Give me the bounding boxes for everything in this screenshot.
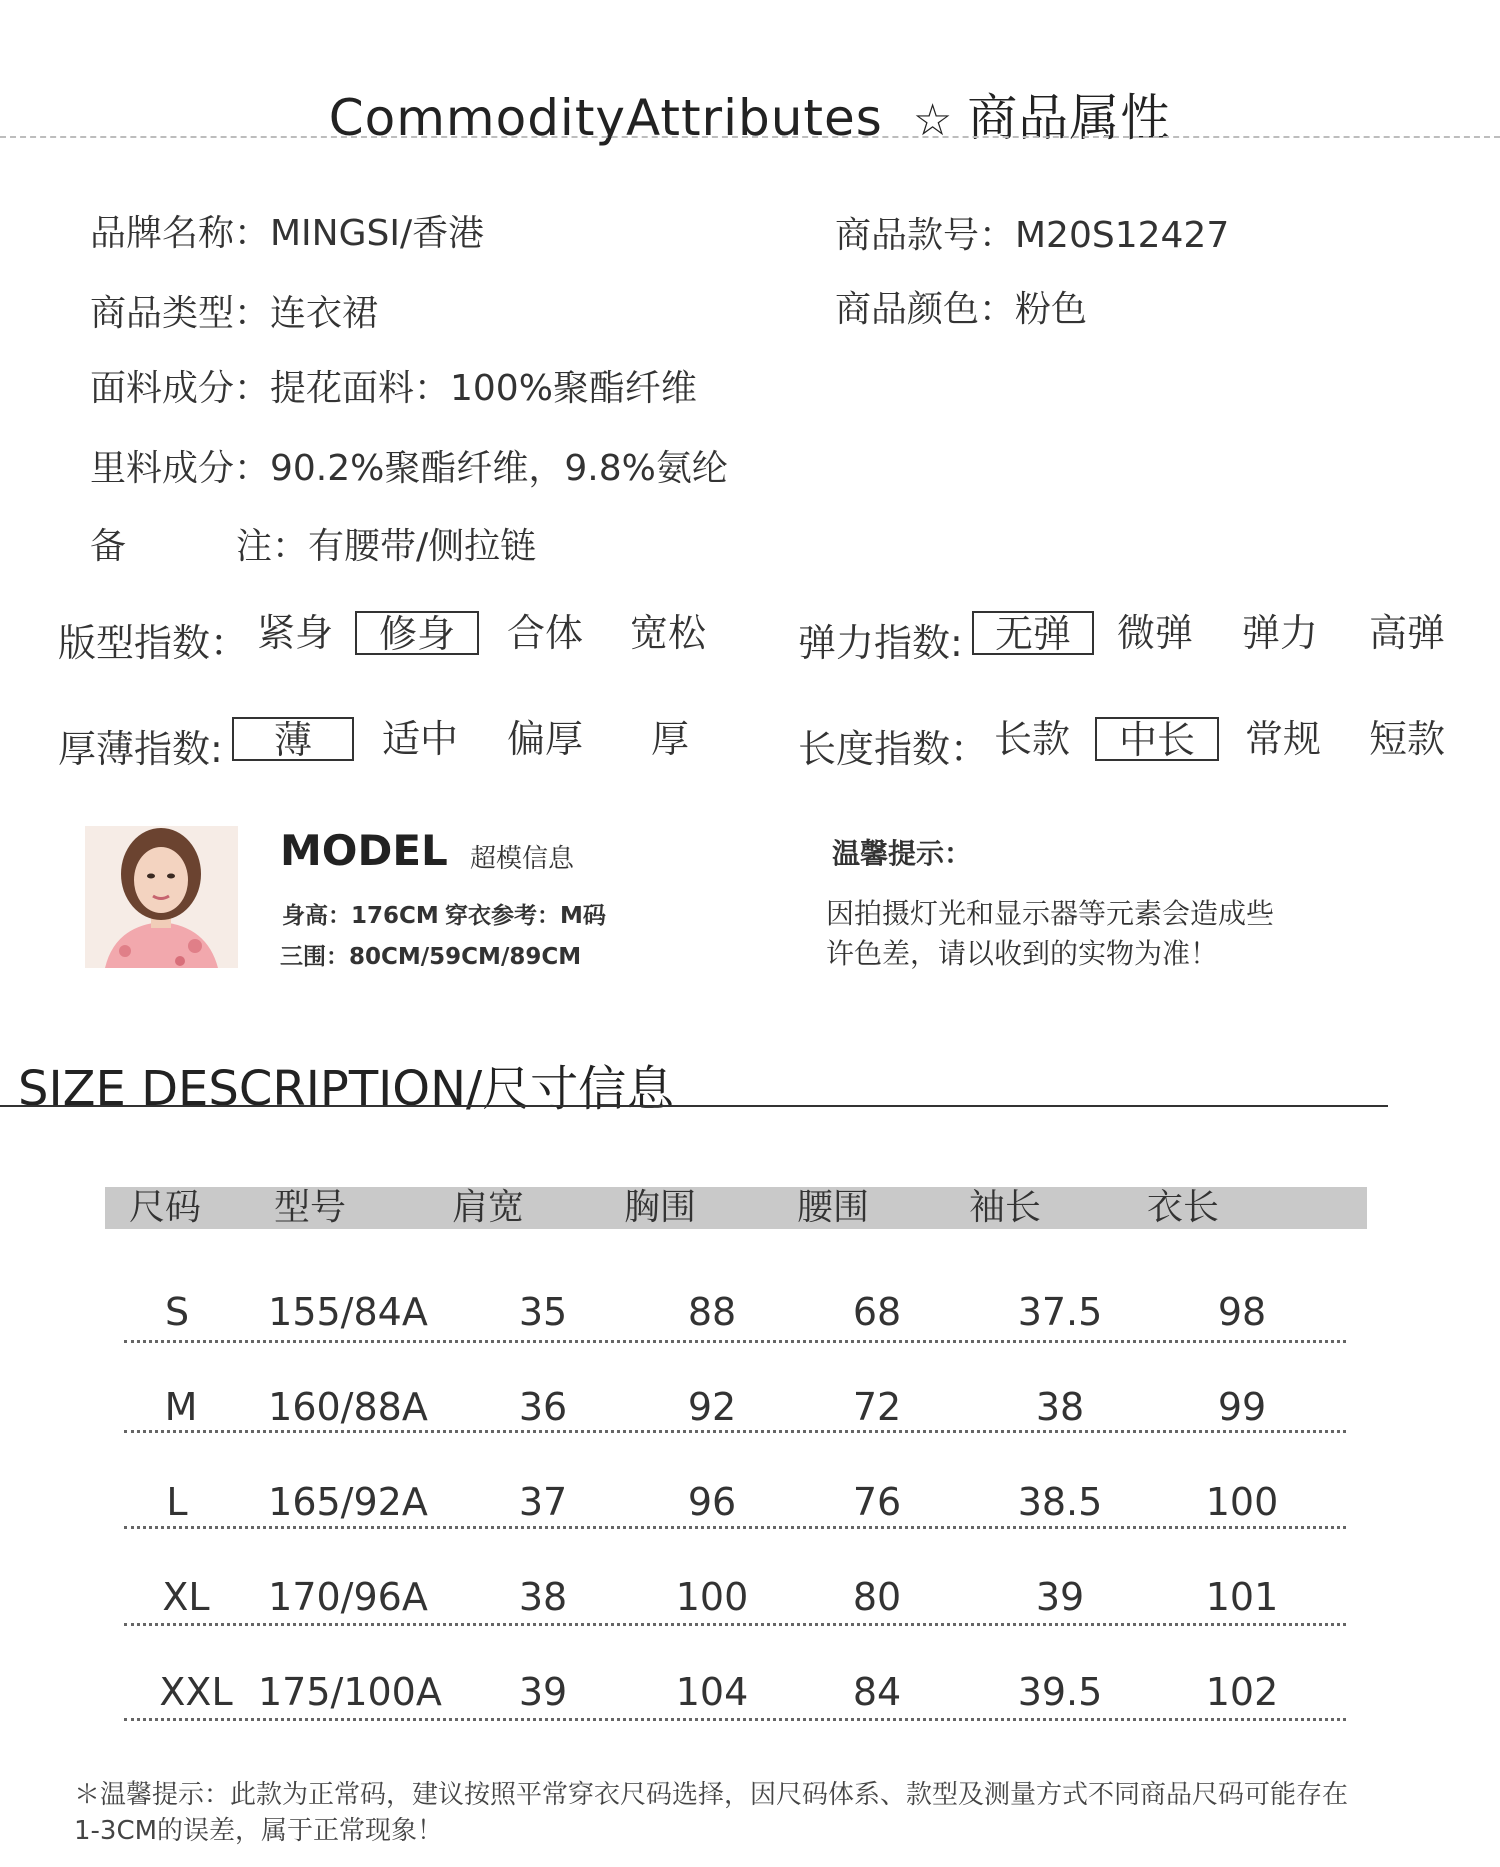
attr-style-no: 商品款号：M20S12427	[835, 215, 1230, 256]
star-icon: ☆	[912, 95, 954, 146]
attr-color: 商品颜色：粉色	[835, 289, 1088, 330]
table-cell: 35	[518, 1290, 568, 1334]
fit-option-4: 宽松	[629, 611, 706, 655]
elastic-option-1-selected: 无弹	[972, 611, 1094, 655]
table-cell: 96	[687, 1480, 737, 1524]
table-cell: 99	[1217, 1385, 1267, 1429]
table-cell: 80	[852, 1575, 902, 1619]
col-sleeve: 袖长	[968, 1187, 1041, 1228]
table-cell: 39.5	[1017, 1670, 1103, 1714]
model-size-ref: 穿衣参考：M码	[445, 903, 606, 929]
table-cell: 100	[1205, 1480, 1279, 1524]
title-divider	[0, 136, 1500, 138]
row-divider	[124, 1526, 1346, 1529]
col-model: 型号	[273, 1187, 346, 1228]
attr-note	[90, 518, 536, 569]
col-length: 衣长	[1146, 1187, 1219, 1228]
length-option-1: 长款	[993, 717, 1070, 761]
fit-option-2-selected: 修身	[355, 611, 479, 655]
elastic-option-2: 微弹	[1116, 611, 1193, 655]
elastic-option-3: 弹力	[1241, 611, 1318, 655]
table-cell: 155/84A	[268, 1290, 428, 1334]
length-option-2-selected: 中长	[1095, 717, 1219, 761]
col-shoulder: 肩宽	[451, 1187, 524, 1228]
attr-type: 商品类型：连衣裙	[90, 293, 379, 334]
size-table-header	[105, 1187, 1367, 1229]
tip-title: 温馨提示：	[832, 837, 973, 870]
table-cell: 38	[518, 1575, 568, 1619]
model-measurements: 三围：80CM/59CM/89CM	[280, 944, 582, 970]
elastic-option-4: 高弹	[1368, 611, 1445, 655]
fit-index-label: 版型指数：	[58, 621, 249, 665]
length-option-3: 常规	[1244, 717, 1321, 761]
table-cell: 37	[518, 1480, 568, 1524]
table-cell: XL	[162, 1575, 210, 1619]
elastic-index-label: 弹力指数:	[798, 621, 963, 665]
title-en: CommodityAttributes	[328, 89, 883, 147]
tip-line-2: 许色差，请以收到的实物为准！	[826, 937, 1219, 970]
table-cell: M	[164, 1385, 198, 1429]
col-bust: 胸围	[623, 1187, 696, 1228]
table-cell: 88	[687, 1290, 737, 1334]
thickness-option-1-selected: 薄	[232, 717, 354, 761]
table-cell: 39	[518, 1670, 568, 1714]
thickness-option-4: 厚	[650, 717, 689, 761]
row-divider	[124, 1718, 1346, 1721]
table-cell: 72	[852, 1385, 902, 1429]
title-cn: 商品属性	[967, 89, 1172, 147]
footer-note-line-1: ＊温馨提示：此款为正常码，建议按照平常穿衣尺码选择，因尺码体系、款型及测量方式不同商品尺码可能存在	[74, 1780, 1349, 1810]
fit-option-3: 合体	[506, 611, 583, 655]
table-cell: 92	[687, 1385, 737, 1429]
table-cell: XXL	[159, 1670, 233, 1714]
table-cell: 101	[1205, 1575, 1279, 1619]
page-title	[0, 78, 1500, 150]
model-title: MODEL	[280, 826, 448, 875]
thickness-option-3: 偏厚	[506, 717, 583, 761]
tip-line-1: 因拍摄灯光和显示器等元素会造成些	[826, 897, 1275, 930]
length-index-label: 长度指数：	[798, 727, 989, 771]
table-cell: 76	[852, 1480, 902, 1524]
fit-option-1: 紧身	[256, 611, 333, 655]
model-photo	[85, 826, 238, 968]
table-cell: 84	[852, 1670, 902, 1714]
table-cell: L	[166, 1480, 188, 1524]
model-subtitle: 超模信息	[470, 844, 575, 874]
table-cell: 100	[675, 1575, 749, 1619]
attr-fabric: 面料成分：提花面料：100%聚酯纤维	[90, 368, 697, 409]
size-heading: SIZE DESCRIPTION/尺寸信息	[18, 1061, 675, 1117]
footer-note-line-2: 1-3CM的误差，属于正常现象！	[74, 1816, 444, 1846]
table-cell: 37.5	[1017, 1290, 1103, 1334]
note-label-b: 注：	[236, 526, 309, 567]
table-cell: 36	[518, 1385, 568, 1429]
note-label-a: 备	[90, 526, 127, 567]
thickness-option-2: 适中	[381, 717, 458, 761]
table-cell: 165/92A	[268, 1480, 428, 1524]
attr-lining: 里料成分：90.2%聚酯纤维，9.8%氨纶	[90, 448, 728, 489]
attr-brand: 品牌名称：MINGSI/香港	[90, 213, 485, 254]
table-cell: 68	[852, 1290, 902, 1334]
col-size: 尺码	[128, 1187, 201, 1228]
row-divider	[124, 1623, 1346, 1626]
table-cell: 175/100A	[258, 1670, 442, 1714]
col-waist: 腰围	[796, 1187, 869, 1228]
table-cell: S	[164, 1290, 190, 1334]
table-cell: 170/96A	[268, 1575, 428, 1619]
table-cell: 98	[1217, 1290, 1267, 1334]
size-heading-rule	[0, 1105, 1388, 1107]
row-divider	[124, 1340, 1346, 1343]
table-cell: 38	[1035, 1385, 1085, 1429]
length-option-4: 短款	[1368, 717, 1445, 761]
model-height: 身高：176CM	[282, 903, 439, 929]
thickness-index-label: 厚薄指数:	[58, 727, 223, 771]
table-cell: 39	[1035, 1575, 1085, 1619]
table-cell: 104	[675, 1670, 749, 1714]
table-cell: 38.5	[1017, 1480, 1103, 1524]
table-cell: 160/88A	[268, 1385, 428, 1429]
note-value: 有腰带/侧拉链	[308, 526, 537, 567]
table-cell: 102	[1205, 1670, 1279, 1714]
row-divider	[124, 1430, 1346, 1433]
